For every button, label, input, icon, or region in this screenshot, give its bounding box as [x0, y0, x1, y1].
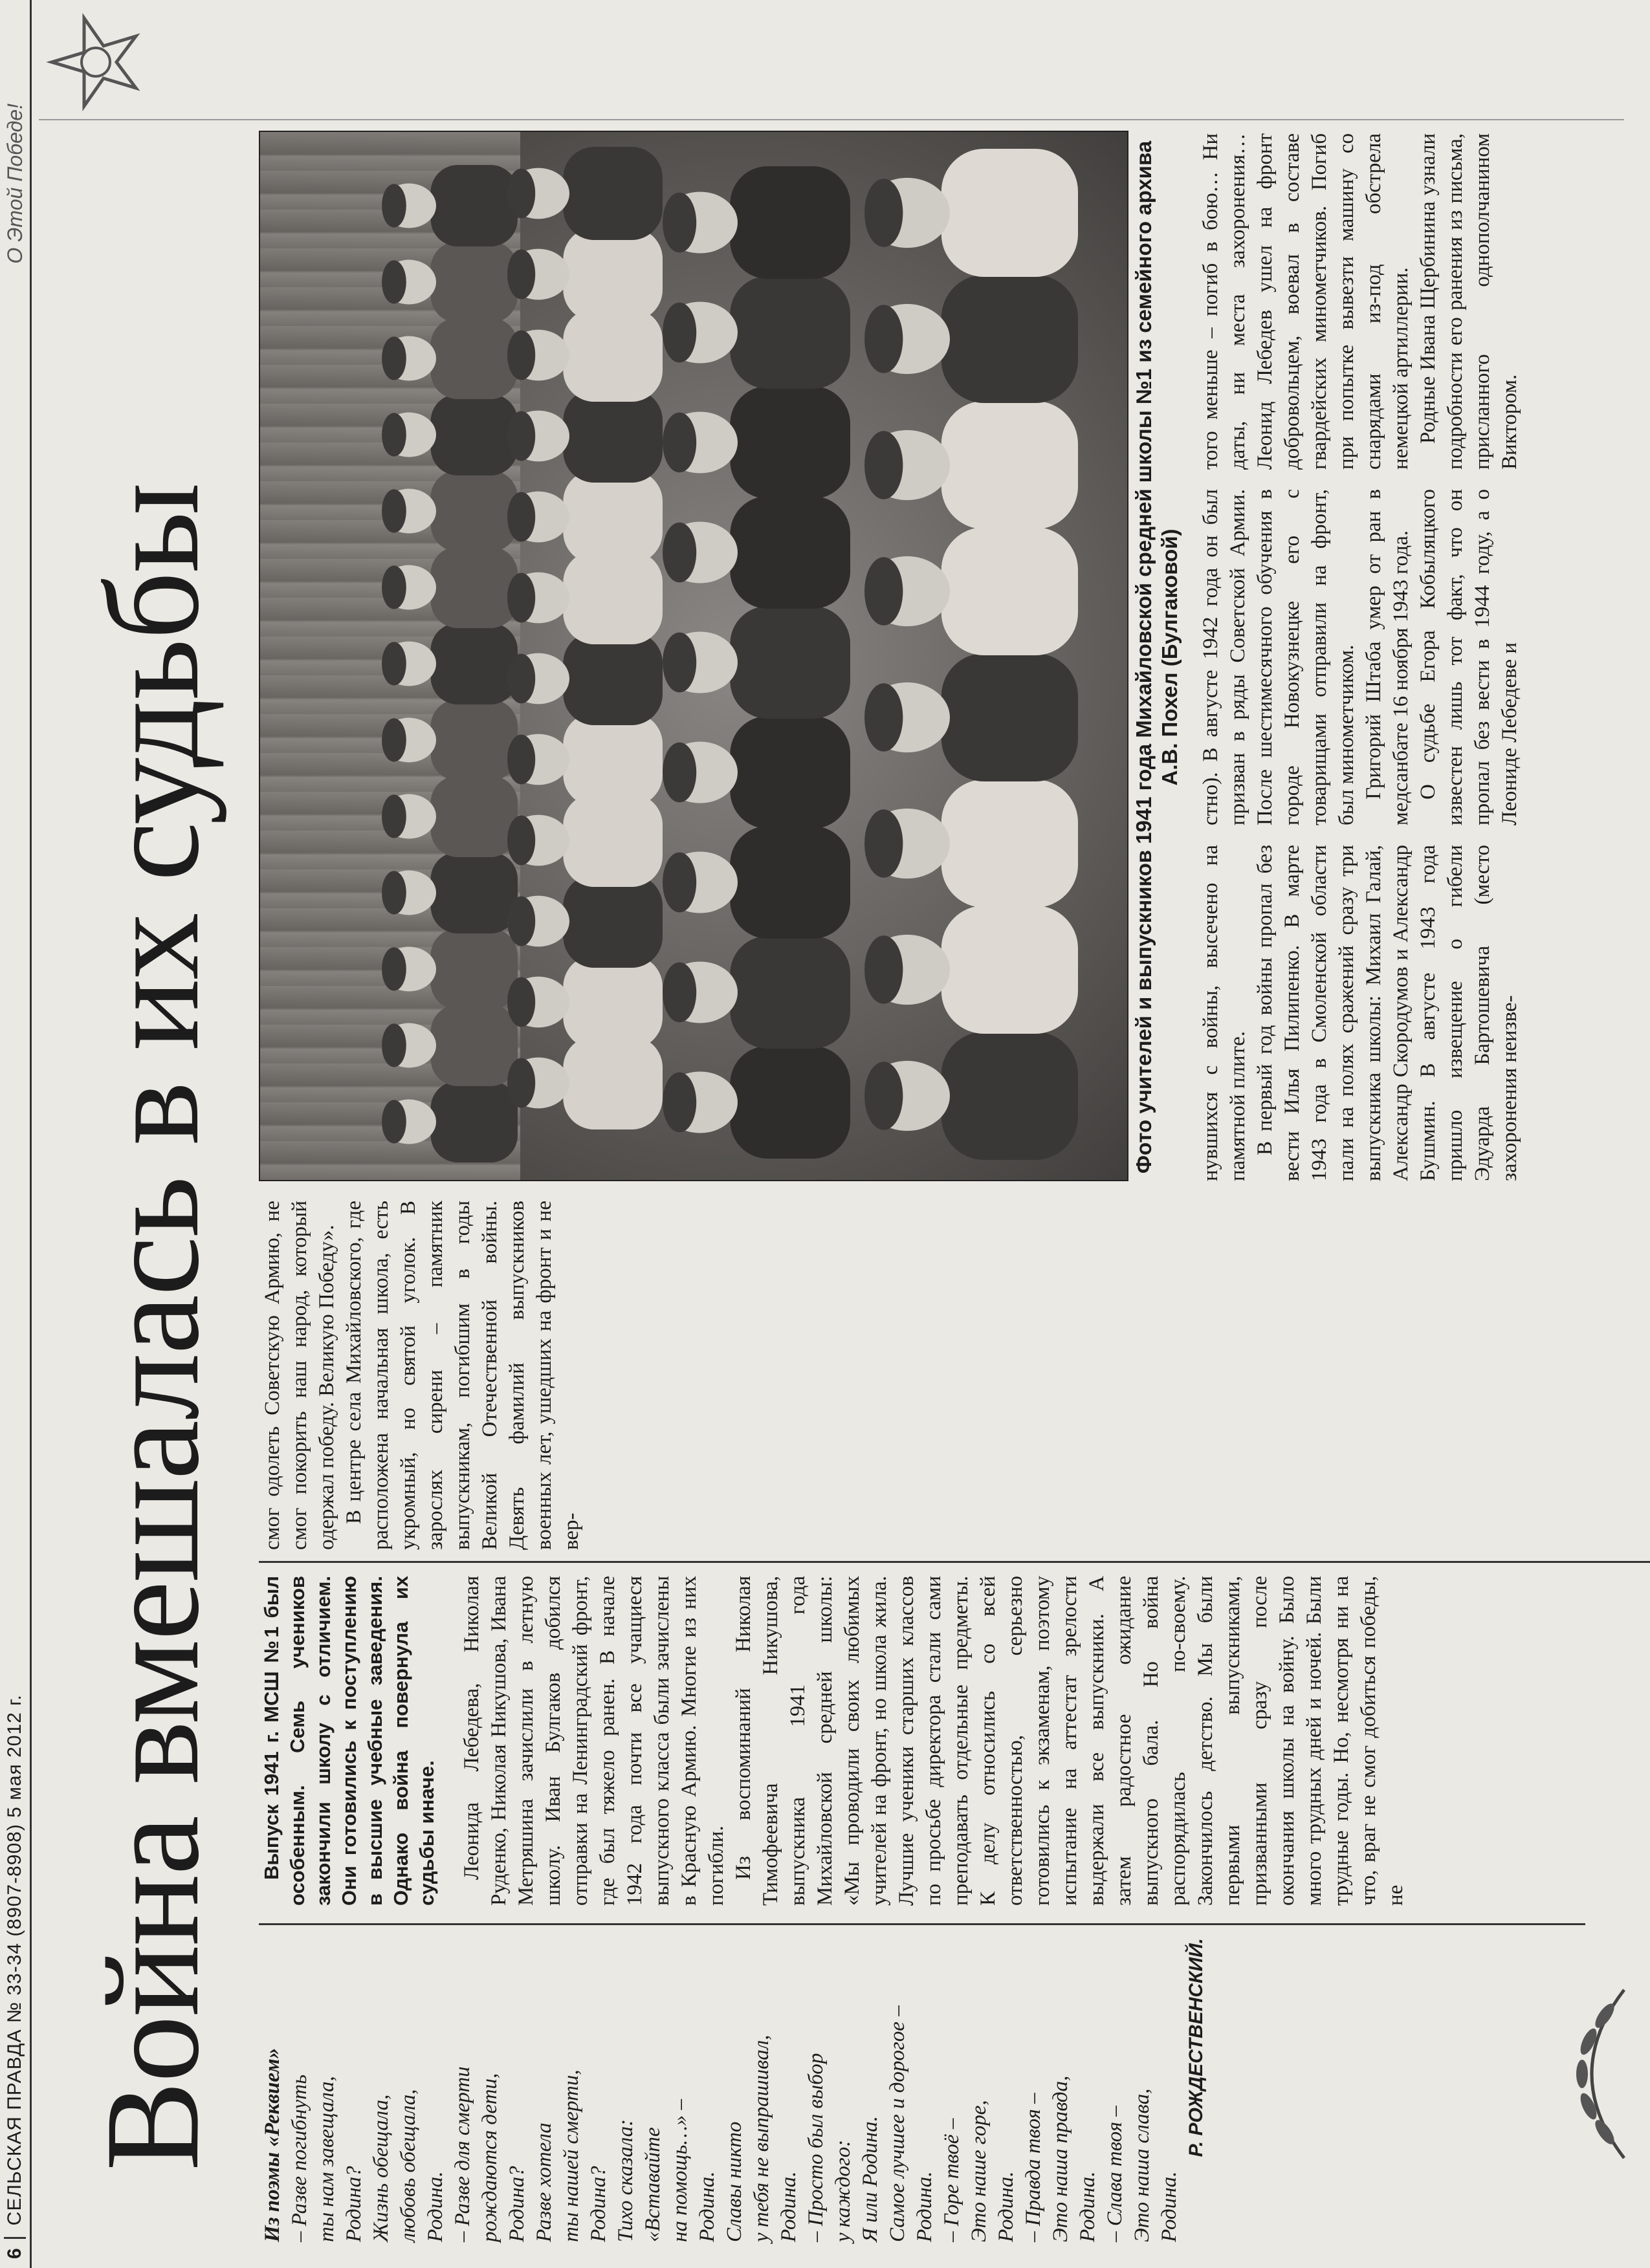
photo-person-hair [864, 431, 903, 499]
photo-person-hair [382, 413, 406, 456]
photo-person-hair [663, 413, 696, 473]
poem-line: Родина. [777, 2171, 800, 2242]
photo-person-body [941, 401, 1078, 529]
photo-person-body [563, 389, 663, 483]
photo-person-body [730, 826, 850, 939]
photo-person-body [431, 699, 518, 781]
article-paragraph: Родные Ивана Щербинина узнали подробности его ранения из письма, присланного однополчанином Виктором. [1416, 133, 1521, 470]
article-paragraph: О судьбе Егора Кобыляцкого известен лишь тот факт, что он пропал без вести в 1944 году, а о Леониде Лебедеве и [1416, 489, 1521, 825]
photo-person-body [563, 713, 663, 806]
poem-line: Жизнь обещала, [369, 2094, 393, 2242]
poem-line: Это наше горе, [967, 2100, 991, 2242]
photo-person-body [563, 632, 663, 725]
laurel-ornament-icon [1546, 1977, 1637, 2171]
photo-person-hair [382, 718, 406, 761]
photo-person-body [563, 794, 663, 887]
photo-person-body [730, 276, 850, 389]
photo-person-hair [864, 809, 903, 878]
photo-person-hair [382, 1023, 406, 1067]
photo-person-body [563, 1036, 663, 1129]
photo-person-body [730, 496, 850, 609]
photo-person-body [941, 149, 1078, 277]
photo-person-body [431, 547, 518, 628]
photo-person-body [563, 470, 663, 563]
photo-person-body [730, 936, 850, 1049]
photo-person-body [563, 309, 663, 402]
photo-person-hair [663, 853, 696, 913]
column-divider [259, 1923, 1585, 1925]
photo-person-body [941, 1032, 1078, 1160]
edition-line: СЕЛЬСКАЯ ПРАВДА № 33-34 (8907-8908) 5 мая 2012 г. [4, 1694, 25, 2226]
poem-line: – Правда твоя – [1022, 2093, 1045, 2242]
article-paragraph: В первый год войны пропал без вести Илья Пилипенко. В марте 1943 года в Смоленской области пали на полях сражений сразу три выпускника школы: Михаил Галай, Александр Скородумов и Александр Бушмин. В августе 1943 года пришло извещение о гибели Эдуарда Бартошевича (место захоронения неизве- [1253, 845, 1521, 1181]
poem-line: Это наша правда, [1049, 2075, 1072, 2242]
poem-line: Родина. [913, 2171, 936, 2242]
photo-person-hair [507, 1058, 535, 1108]
poem-line: Родина. [1076, 2171, 1099, 2242]
article-lead: Выпуск 1941 г. МСШ №1 был особенным. Семь учеников закончили школу с отличием. Они готовились к поступлению в высшие учебные заведения. Однако война повернула их судьбы иначе. [260, 1576, 438, 1906]
photo-person-hair [382, 871, 406, 914]
photo-person-hair [864, 683, 903, 752]
photo-person-hair [864, 305, 903, 373]
section-slogan: О Этой Победе! [3, 104, 27, 264]
poem-line: «Вставайте [641, 2127, 665, 2242]
article-paragraph: Григорий Штаба умер от ран в медсанбате 16 ноября 1943 года. [1362, 489, 1413, 825]
poem-line: – Разве погибнуть [288, 2074, 311, 2242]
photo-person-body [431, 1081, 518, 1162]
star-ornament-icon [39, 10, 168, 114]
page-edge-line [39, 119, 1624, 120]
article-paragraph: В центре села Михайловского, где расположена начальная школа, есть укромный, но святой уголок. В зарослях сирени – памятник выпускникам, погибшим в годы Великой Отечественной войны. Девять фамилий выпускников военных лет, ушедших на фронт и не вер- [342, 1201, 583, 1550]
poem-line: Родина. [424, 2171, 447, 2242]
photo-person-body [431, 165, 518, 246]
photo-person-hair [382, 565, 406, 609]
poem-line: Тихо сказала: [614, 2119, 637, 2242]
poem-column [259, 1938, 1210, 2242]
photo-person-body [941, 906, 1078, 1034]
photo-person-hair [663, 1073, 696, 1133]
poem-line: рождаются дети, [478, 2073, 501, 2242]
photo-person-body [730, 166, 850, 279]
article-paragraph: того меньше – погиб в бою… Ни даты, ни места захоронения… Леонид Лебедев ушел на фронт добровольцем, воевал в составе гвардейских минометчиков. Погиб при попытке вывезти машину со снарядами из-под обстрела немецкой артиллерии. [1199, 133, 1413, 470]
poem-line: Родина? [342, 2166, 366, 2242]
poem-line: у каждого: [831, 2139, 855, 2242]
poem-line: Это наша слава, [1130, 2088, 1154, 2242]
photo-person-hair [507, 573, 535, 623]
photo-person-body [563, 228, 663, 321]
poem-line: Родина. [995, 2171, 1018, 2242]
photo-person-body [730, 606, 850, 719]
photo-person-hair [507, 331, 535, 380]
photo-person-body [563, 147, 663, 240]
photo-person-body [730, 386, 850, 499]
poem-line: любовь обещала, [397, 2089, 420, 2242]
photo-person-body [431, 318, 518, 399]
poem-stanza [286, 1938, 449, 2242]
page-number: 6 [4, 2237, 26, 2268]
photo-person-hair [507, 411, 535, 461]
photo-person-body [431, 470, 518, 552]
poem-line: Я или Родина. [859, 2116, 882, 2242]
photo-person-hair [663, 743, 696, 803]
poem-author: Р. РОЖДЕСТВЕНСКИЙ. [1185, 1938, 1207, 2157]
article-paragraph: Из воспоминаний Николая Тимофеевича Никушова, выпускника 1941 года Михайловской средней школы: «Мы проводили своих любимых учителей на фронт, но школа жила. Лучшие ученики старших классов по просьбе директора стали сами преподавать отдельные предметы. К делу относились со всей ответственностью, серьезно готовились к экзаменам, поэтому испытание на аттестат зрелости выдержали все выпускники. А затем радостное ожидание выпускного бала. Но война распорядилась по-своему. Закончилось детство. Мы были первыми выпускниками, призванными сразу после окончания школы на войну. Было много трудных дней и ночей. Были трудные годы. Но, несмотря ни на что, враг не смог добиться победы, не [732, 1576, 1407, 1906]
photo-person-hair [507, 492, 535, 542]
article-column-4 [1197, 489, 1523, 825]
poem-line: Родина. [696, 2171, 719, 2242]
photo-person-hair [507, 897, 535, 946]
photo-person-hair [663, 963, 696, 1023]
running-head [0, 0, 32, 2268]
poem-line: Родина. [1158, 2171, 1181, 2242]
photo-person-hair [507, 816, 535, 866]
photo-person-hair [864, 179, 903, 247]
poem-line: – Слава твоя – [1103, 2106, 1127, 2242]
photo-person-hair [507, 735, 535, 785]
poem-line: – Разве для смерти [451, 2066, 474, 2242]
photo-person-hair [864, 935, 903, 1004]
photo-person-hair [382, 947, 406, 990]
photo-person-hair [507, 169, 535, 219]
poem-stanza [721, 1938, 938, 2242]
photo-person-body [431, 1005, 518, 1086]
poem-title: Из поэмы «Реквием» [261, 2047, 284, 2242]
poem-line: у тебя не выпрашивал, [750, 2034, 773, 2242]
photo-person-hair [382, 336, 406, 380]
class-photo [259, 131, 1128, 1181]
photo-person-body [431, 776, 518, 857]
photo-person-hair [663, 633, 696, 693]
photo-person-body [431, 623, 518, 704]
photo-person-body [730, 716, 850, 829]
poem-line: Родина? [587, 2166, 610, 2242]
poem-line: Славы никто [723, 2121, 746, 2242]
photo-person-hair [663, 303, 696, 363]
photo-person-hair [663, 523, 696, 583]
poem-line: ты нашей смерти, [560, 2069, 583, 2242]
photo-caption: Фото учителей и выпускников 1941 года Михайловской средней школы №1 из семейного архива А.В. Похел (Булгаковой) [1132, 140, 1182, 1174]
photo-people [260, 132, 1127, 1180]
article-column-2 [259, 1201, 585, 1550]
photo-person-hair [382, 642, 406, 685]
photo-person-body [941, 653, 1078, 781]
article-column-3 [1197, 845, 1523, 1181]
article-paragraph: Леонида Лебедева, Николая Руденко, Николая Никушова, Ивана Метряшина зачислили в летную школу. Иван Булгаков добился отправки на Ленинградский фронт, где был тяжело ранен. В начале 1942 года почти все учащиеся выпускного класса были зачислены в Красную Армию. Многие из них погибли. [460, 1576, 728, 1906]
poem-line: Родина? [505, 2166, 529, 2242]
poem-stanza [938, 1938, 1183, 2242]
photo-person-body [431, 394, 518, 475]
photo-person-hair [507, 977, 535, 1027]
poem-line: – Просто был выбор [804, 2053, 828, 2242]
photo-person-hair [507, 654, 535, 704]
poem-line: Самое лучшее и дорогое – [886, 2005, 909, 2242]
poem-line: – Горе твоё – [940, 2118, 963, 2242]
poem-line: на помощь…» – [668, 2099, 692, 2242]
photo-person-hair [382, 184, 406, 227]
photo-person-body [431, 241, 518, 323]
photo-person-body [941, 275, 1078, 403]
photo-person-hair [864, 557, 903, 626]
photo-person-hair [507, 250, 535, 300]
photo-person-body [431, 852, 518, 933]
article-column-1 [259, 1576, 1409, 1906]
poem-line: Разве хотела [533, 2122, 556, 2242]
page-headline: Война вмешалась в их судьбы [78, 483, 226, 2171]
photo-person-hair [382, 1100, 406, 1143]
poem-stanza [449, 1938, 721, 2242]
article-paragraph: стно). В августе 1942 года он был призван в ряды Советской Армии. После шестимесячного обучения в городе Новокузнецке его с товарищами отправили на фронт, был минометчиком. [1199, 489, 1358, 825]
photo-person-body [730, 1046, 850, 1159]
photo-person-body [941, 527, 1078, 655]
article-column-5 [1197, 133, 1523, 470]
photo-person-body [941, 780, 1078, 908]
column-divider [259, 1561, 1650, 1563]
photo-person-hair [663, 193, 696, 253]
article-paragraph: нувшихся с войны, высечено на памятной плите. [1199, 845, 1249, 1181]
photo-person-hair [864, 1062, 903, 1130]
photo-person-body [431, 928, 518, 1010]
photo-person-body [563, 551, 663, 644]
poem-line: ты нам завещала, [315, 2076, 338, 2242]
photo-person-hair [382, 489, 406, 532]
photo-person-body [563, 955, 663, 1049]
photo-person-hair [382, 794, 406, 838]
photo-person-hair [382, 260, 406, 303]
article-paragraph: смог одолеть Советскую Армию, не смог покорить наш народ, который одержал победу. Великую Победу». [261, 1201, 338, 1550]
photo-person-body [563, 875, 663, 968]
